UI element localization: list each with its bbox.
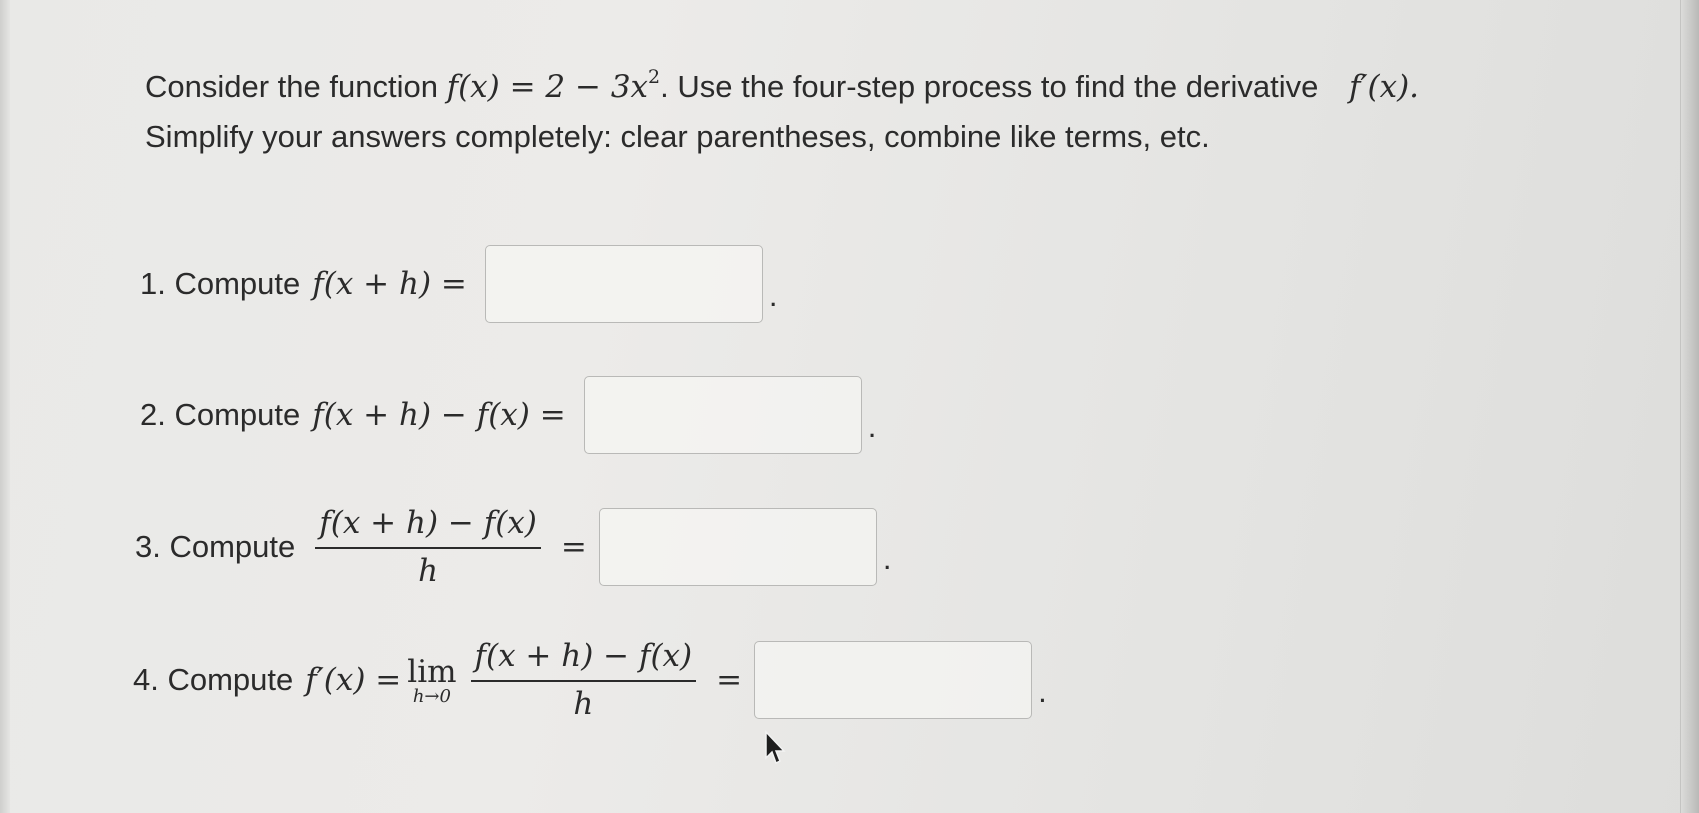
intro-text: Consider the function <box>145 69 438 104</box>
function-definition <box>446 66 661 105</box>
intro-line-1 <box>145 52 1419 112</box>
limit-word: lim <box>407 653 457 690</box>
step-2-expression: f(x + h) − f(x) = <box>312 397 566 433</box>
step-4-fraction <box>471 638 697 722</box>
step-3 <box>135 505 892 589</box>
step-4-equals: = <box>716 662 743 698</box>
step-4-period: . <box>1038 674 1047 709</box>
step-4 <box>133 638 1047 722</box>
step-1 <box>140 245 778 323</box>
step-3-period: . <box>882 541 892 576</box>
derivative-notation: f′(x). <box>1349 69 1420 105</box>
step-3-answer-input[interactable] <box>599 508 877 586</box>
step-3-label: 3. Compute <box>135 529 296 564</box>
step-4-answer-input[interactable] <box>754 641 1032 719</box>
step-2-label: 2. Compute <box>140 397 301 432</box>
step-1-expression: f(x + h) = <box>312 266 467 302</box>
screen-edge-left <box>0 0 10 813</box>
intro-line-2: Simplify your answers completely: clear parentheses, combine like terms, etc. <box>145 119 1210 154</box>
step-2-period: . <box>867 409 877 444</box>
step-1-answer-input[interactable] <box>485 245 763 323</box>
step-4-numerator: f(x + h) − f(x) <box>471 638 697 682</box>
step-2 <box>140 376 876 454</box>
intro-instruction: . Use the four-step process to find the derivative <box>660 69 1319 104</box>
step-4-label: 4. Compute <box>133 662 294 697</box>
step-1-label: 1. Compute <box>140 266 301 301</box>
limit-operator <box>407 654 456 707</box>
step-2-answer-input[interactable] <box>584 376 862 454</box>
step-3-fraction <box>315 505 541 589</box>
step-4-denominator: h <box>573 686 594 722</box>
function-exponent: 2 <box>648 66 661 88</box>
step-3-equals: = <box>560 529 587 565</box>
step-1-period: . <box>768 278 778 313</box>
mouse-pointer-icon <box>764 730 788 766</box>
screen-edge-right <box>1680 0 1699 813</box>
step-3-denominator: h <box>418 553 439 589</box>
function-expression: f(x) = 2 − 3x <box>446 69 649 105</box>
problem-statement <box>145 52 1419 162</box>
step-3-numerator: f(x + h) − f(x) <box>315 505 541 549</box>
limit-subscript: h→0 <box>412 685 451 707</box>
step-4-lhs: f′(x) = <box>305 662 402 698</box>
